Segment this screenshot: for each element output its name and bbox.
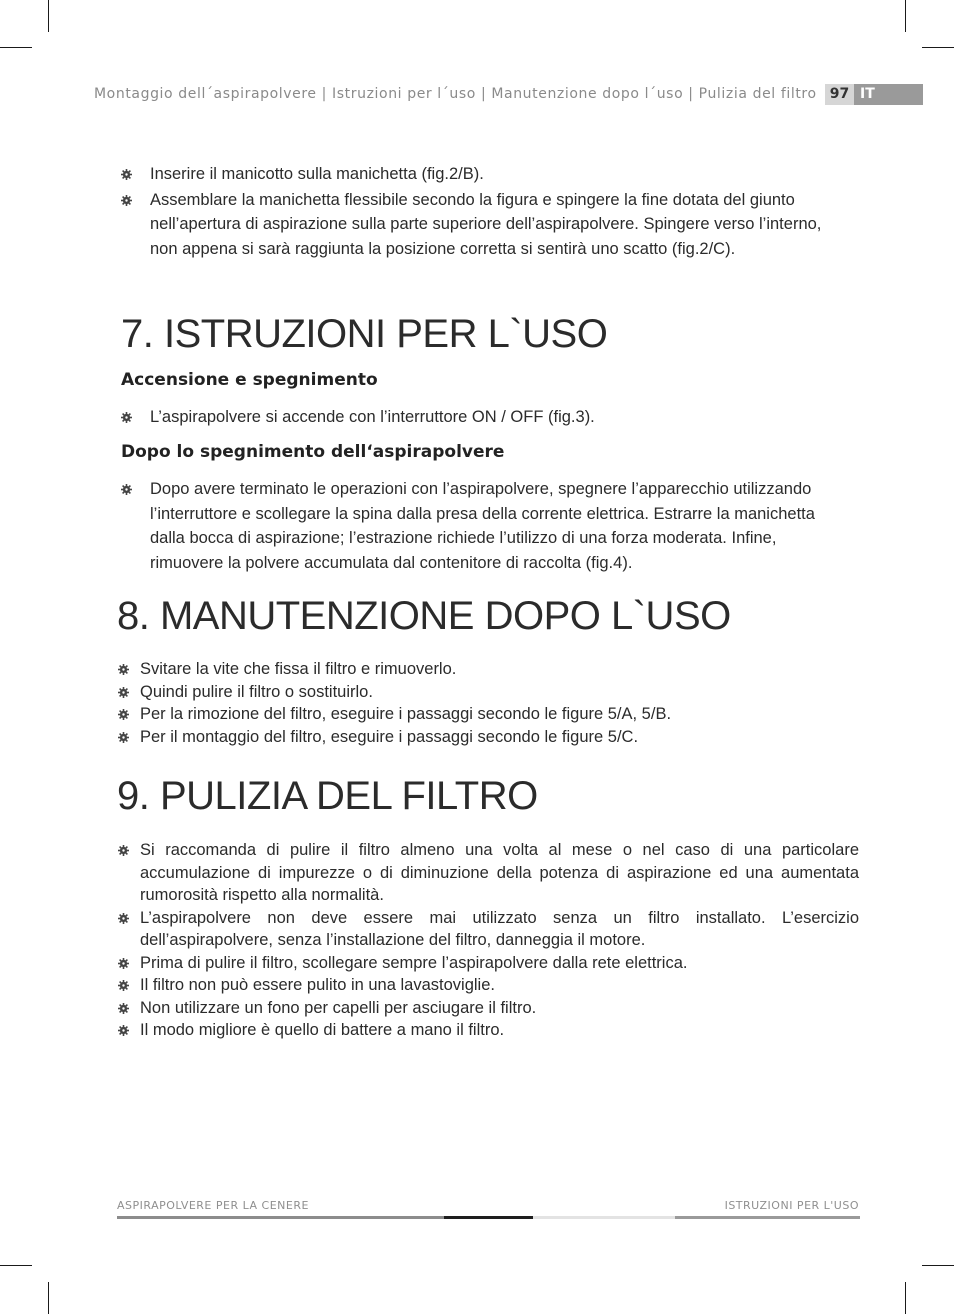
gear-bullet-icon bbox=[118, 958, 129, 969]
filter-item-text: Non utilizzare un fono per capelli per asciugare il filtro. bbox=[140, 998, 537, 1017]
section-title: 7. ISTRUZIONI PER L`USO bbox=[121, 312, 608, 356]
filter-item-text: L’aspirapolvere non deve essere mai utilizzato senza un filtro installato. L’esercizio dell’aspirapolvere, senza l’installazione del filtro, danneggia il motore. bbox=[140, 908, 859, 949]
maintenance-item-text: Per la rimozione del filtro, eseguire i passaggi secondo le figure 5/A, 5/B. bbox=[140, 705, 672, 723]
gear-bullet-icon bbox=[121, 169, 132, 180]
intro-list bbox=[150, 162, 830, 261]
intro-item-text: Assemblare la manichetta flessibile secondo la figura e spingere la fine dotata del giunto nell’apertura di aspirazione sulla parte superiore dell’aspirapolvere. Spingere verso l’interno, non appena si sarà raggiunta la posizione corretta si sentirà uno scatto (fig.2/C). bbox=[150, 190, 822, 258]
footer-section: ISTRUZIONI PER L'USO bbox=[724, 1199, 859, 1212]
list-item bbox=[140, 907, 859, 952]
list-item bbox=[150, 188, 830, 262]
list-item bbox=[140, 1019, 859, 1042]
list-item bbox=[150, 405, 830, 430]
crop-mark bbox=[922, 1265, 954, 1266]
gear-bullet-icon bbox=[118, 913, 129, 924]
gear-bullet-icon bbox=[118, 1003, 129, 1014]
maintenance-list bbox=[140, 658, 860, 748]
page-number: 97 bbox=[825, 84, 854, 105]
gear-bullet-icon bbox=[121, 484, 132, 495]
gear-bullet-icon bbox=[121, 412, 132, 423]
gear-bullet-icon bbox=[118, 732, 129, 743]
running-title: Montaggio dell´aspirapolvere | Istruzioni per l´uso | Manutenzione dopo l´uso | Pulizia del filtro bbox=[94, 86, 817, 102]
list-item bbox=[140, 658, 860, 681]
crop-mark bbox=[0, 1265, 32, 1266]
gear-bullet-icon bbox=[118, 845, 129, 856]
filter-item-text: Prima di pulire il filtro, scollegare sempre l’aspirapolvere dalla rete elettrica. bbox=[140, 953, 688, 972]
gear-bullet-icon bbox=[121, 195, 132, 206]
maintenance-item-text: Per il montaggio del filtro, eseguire i passaggi secondo le figure 5/C. bbox=[140, 727, 639, 746]
crop-mark bbox=[48, 1282, 49, 1314]
list-item bbox=[150, 477, 822, 575]
footer-bar-segment bbox=[533, 1216, 675, 1219]
section-title: 8. MANUTENZIONE DOPO L`USO bbox=[117, 594, 731, 638]
crop-mark bbox=[0, 47, 32, 48]
gear-bullet-icon bbox=[118, 1025, 129, 1036]
intro-item-text: Inserire il manicotto sulla manichetta (fig.2/B). bbox=[150, 165, 484, 183]
language-tab: IT bbox=[854, 84, 923, 105]
switch-on-text: L’aspirapolvere si accende con l’interruttore ON / OFF (fig.3). bbox=[150, 408, 595, 426]
filter-item-text: Il filtro non può essere pulito in una lavastoviglie. bbox=[140, 976, 495, 994]
footer-product: ASPIRAPOLVERE PER LA CENERE bbox=[117, 1199, 309, 1212]
filter-cleaning-list bbox=[140, 839, 859, 1042]
list-item bbox=[140, 703, 860, 726]
footer-bar-segment bbox=[444, 1216, 533, 1219]
footer-bar-segment bbox=[675, 1216, 860, 1219]
list-item bbox=[140, 952, 859, 975]
switch-on-list bbox=[150, 405, 830, 430]
list-item bbox=[140, 974, 859, 997]
subsection-title: Dopo lo spegnimento dell‘aspirapolvere bbox=[121, 442, 505, 462]
list-item bbox=[140, 681, 860, 704]
gear-bullet-icon bbox=[118, 980, 129, 991]
gear-bullet-icon bbox=[118, 664, 129, 675]
crop-mark bbox=[922, 47, 954, 48]
filter-item-text: Il modo migliore è quello di battere a mano il filtro. bbox=[140, 1021, 505, 1039]
crop-mark bbox=[48, 0, 49, 32]
subsection-title: Accensione e spegnimento bbox=[121, 370, 378, 390]
maintenance-item-text: Quindi pulire il filtro o sostituirlo. bbox=[140, 682, 373, 701]
maintenance-item-text: Svitare la vite che fissa il filtro e rimuoverlo. bbox=[140, 660, 457, 678]
gear-bullet-icon bbox=[118, 709, 129, 720]
gear-bullet-icon bbox=[118, 687, 129, 698]
list-item bbox=[150, 162, 830, 187]
section-title: 9. PULIZIA DEL FILTRO bbox=[117, 774, 538, 818]
list-item bbox=[140, 839, 859, 907]
crop-mark bbox=[905, 1282, 906, 1314]
after-use-list bbox=[150, 477, 822, 575]
crop-mark bbox=[905, 0, 906, 32]
list-item bbox=[140, 997, 859, 1020]
footer-bar-segment bbox=[117, 1216, 444, 1219]
list-item bbox=[140, 726, 860, 749]
after-use-text: Dopo avere terminato le operazioni con l’aspirapolvere, spegnere l’apparecchio utilizzando l’interruttore e scollegare la spina dalla presa della corrente elettrica. Estrarre la manichetta dalla bocca di aspirazione; l’estrazione richiede l’utilizzo di una forza moderata. Infine, rimuovere la polvere accumulata dal contenitore di raccolta (fig.4). bbox=[150, 480, 815, 572]
filter-item-text: Si raccomanda di pulire il filtro almeno una volta al mese o nel caso di una particolare accumulazione di impurezze o di diminuzione della potenza di aspirazione ed una aumentata rumorosità rispetto alla normalità. bbox=[140, 841, 859, 904]
